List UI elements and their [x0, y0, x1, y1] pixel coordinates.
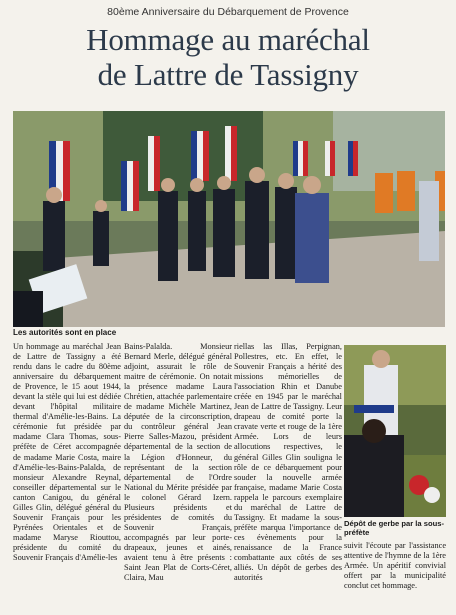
article-column-2: Bains-Palalda. Monsieur Bernard Merle, délégué général adjoint, assurait le rôle de maitre de cérémonie. On notait la présence madame Laura Chrétien, attachée parlementaire de madame Michèle Martinez, députée de la circonscription, du contrôleur général Jean Pierre Salles-Mazou, président départemental de la section de la Légion d'Honneur, du représentant de la section départemental de l'Ordre National du Mérite présidée par le colonel Gérard Izern. Plusieurs présidents et présidentes de comités du Souvenir Français, accompagnés par leur porte-drapeaux, jeunes et ainés, avaient tenu à être présents : Saint Jean Plat de Corts-Céret, Claira, Mau	[124, 342, 232, 583]
headline-line-2: de Lattre de Tassigny	[97, 57, 359, 92]
article-column-1: Un hommage au maréchal Jean de Lattre de Tassigny a été rendu dans le cadre du 80ème anniversaire du débarquement de Provence, le 15 aout 1944, devant la stèle qui lui est dédiée devant l'hôpital militaire thermal d'Amélie-les-Bains. La cérémonie fut présidée par madame Clara Thomas, sous-préfète de Céret accompagnée de madame Marie Costa, maire d'Amélie-les-Bains-Palalda, de monsieur Alexandre Reynal, conseiller départemental sur le canton Canigou, du général Gilles Glin, délégué général du Souvenir Français pour les Pyrénées Orientales et de madame Maryse Riouttou, présidente du comité du Souvenir Français d'Amélie-les	[13, 342, 121, 562]
photo2-caption: Dépôt de gerbe par la sous-préfète	[344, 519, 445, 537]
kicker: 80ème Anniversaire du Débarquement de Provence	[107, 6, 349, 18]
article-column-4: suivit l'écoute par l'assistance attentive de l'hymne de la 1ère Armée. Un apéritif convivial offert par la municipalité conclut cet hommage.	[344, 541, 446, 591]
headline-line-1: Hommage au maréchal	[86, 22, 370, 57]
ceremony-photo	[13, 111, 445, 327]
headline	[0, 22, 456, 92]
wreath-laying-photo	[344, 345, 446, 517]
photo-caption: Les autorités sont en place	[13, 328, 117, 337]
article-column-3: riellas las Illas, Perpignan, Pollestres, etc. En effet, le Souvenir Français a hérité des missions mémorielles de l'association Rhin et Danube créée en 1945 par le maréchal Jean de Lattre de Tassigny. Leur drapeau de comité porte la cravate verte et rouge de la 1ère Armée. Lors de leurs allocutions respectives, le général Gilles Glin souligna le rôle de ce débarquement pour souder la nouvelle armée française, madame Marie Costa rappela le parcours exemplaire du maréchal de Lattre de Tassigny. Et madame la sous-préfète marqua l'importance de ces évènements pour la renaissance de la France combattante aux côtés de ses alliés. Un dépôt de gerbes des autorités	[234, 342, 342, 583]
